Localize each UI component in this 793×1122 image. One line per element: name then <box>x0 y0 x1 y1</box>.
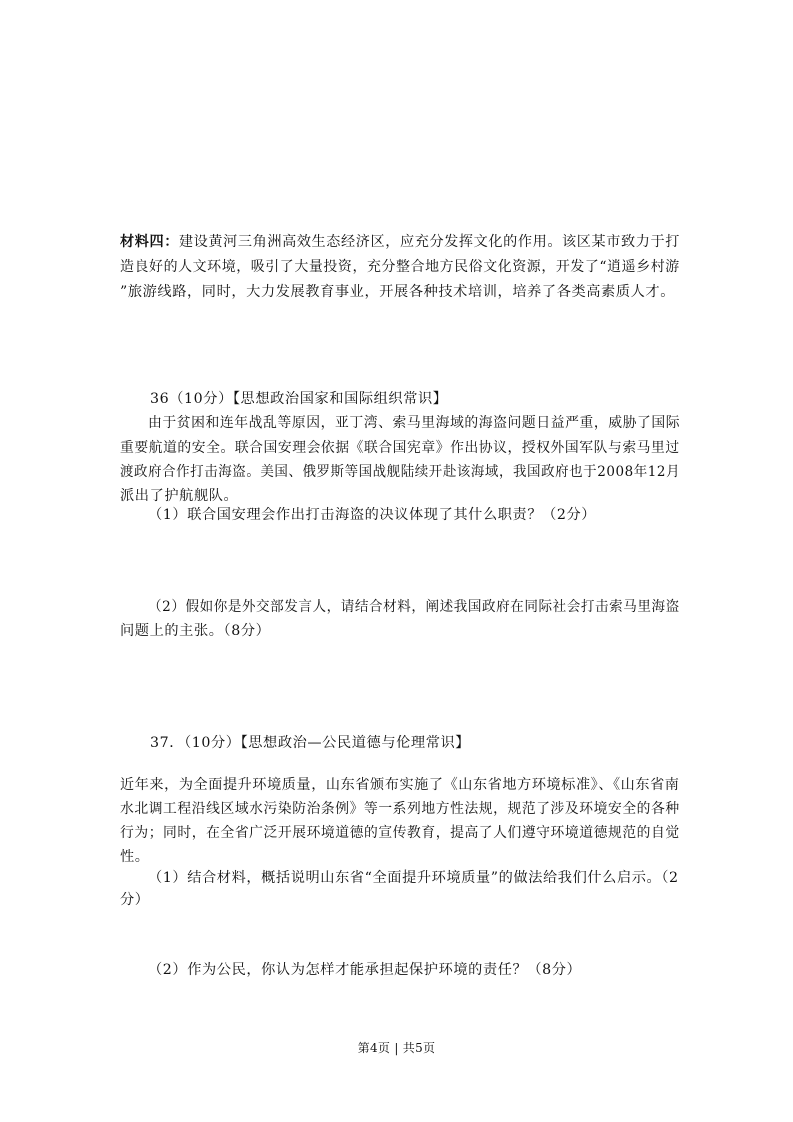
q36-subquestion-2-line-1: （2）假如你是外交部发言人，请结合材料，阐述我国政府在同际社会打击索马里海盗 <box>148 599 680 615</box>
material4-line-1 <box>120 232 680 252</box>
page-number-footer: 第4页 | 共5页 <box>357 1041 436 1055</box>
q36-heading: 36（10分）【思想政治国家和国际组织常识】 <box>150 391 448 407</box>
q37-paragraph-line-2: 水北调工程沿线区域水污染防治条例》等一系列地方性法规，规范了涉及环境安全的各种 <box>120 801 680 817</box>
material4-line-3: ”旅游线路，同时，大力发展教育事业，开展各种技术培训，培养了各类高素质人才。 <box>120 284 675 300</box>
material4-line-2: 造良好的人文环境，吸引了大量投资，充分整合地方民俗文化资源，开发了“逍遥乡村游 <box>120 259 680 275</box>
material4-text-1: 建设黄河三角洲高效生态经济区，应充分发挥文化的作用。该区某市致力于打 <box>178 234 680 250</box>
q37-subquestion-2: （2）作为公民，你认为怎样才能承担起保护环境的责任？（8分） <box>148 962 582 978</box>
q37-paragraph-line-3: 行为；同时，在全省广泛开展环境道德的宣传教育，提高了人们遵守环境道德规范的自觉 <box>120 825 680 841</box>
q37-paragraph-line-4: 性。 <box>120 849 150 865</box>
q37-subquestion-1-line-2: 分） <box>120 892 150 908</box>
material4-label: 材料四： <box>120 234 179 250</box>
q36-paragraph-line-2: 重要航道的安全。联合国安理会依据《联合国宪章》作出协议，授权外国军队与索马里过 <box>120 440 680 456</box>
q36-paragraph-line-1: 由于贫困和连年战乱等原因，亚丁湾、索马里海域的海盗问题日益严重，威胁了国际 <box>148 415 681 431</box>
q37-subquestion-1-line-1: （1）结合材料，概括说明山东省“全面提升环境质量”的做法给我们什么启示。（2 <box>148 870 679 886</box>
q37-heading: 37．（10分）【思想政治—公民道德与伦理常识】 <box>150 735 471 751</box>
q36-paragraph-line-3: 渡政府合作打击海盗。美国、俄罗斯等国战舰陆续开赴该海域，我国政府也于2008年12月 <box>120 464 681 480</box>
q37-paragraph-line-1: 近年来，为全面提升环境质量，山东省颁布实施了《山东省地方环境标准》、《山东省南 <box>120 777 680 793</box>
q36-paragraph-line-4: 派出了护航舰队。 <box>120 488 239 504</box>
q36-subquestion-1: （1）联合国安理会作出打击海盗的决议体现了其什么职责？（2分） <box>148 507 597 523</box>
q36-subquestion-2-line-2: 问题上的主张。（8分） <box>120 623 271 639</box>
